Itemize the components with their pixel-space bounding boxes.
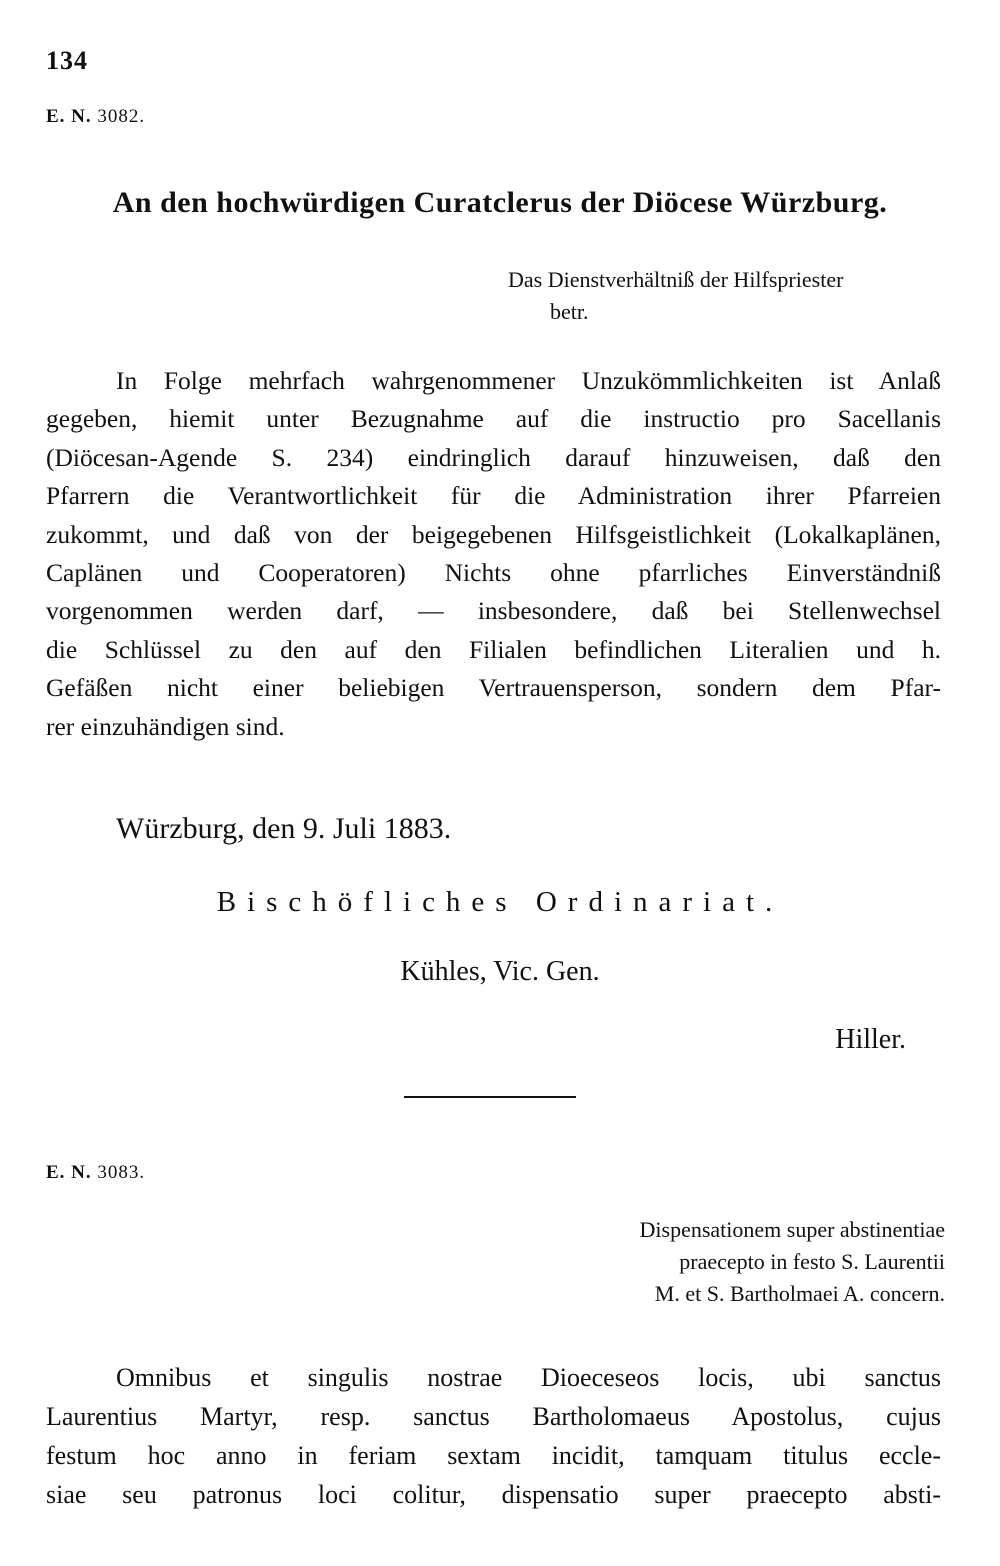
section-divider	[404, 1096, 576, 1098]
subject-line: Dispensationem super abstinentiae	[639, 1217, 945, 1242]
body-line: Caplänen und Cooperatoren) Nichts ohne pfarrliches Einverständniß	[46, 558, 941, 588]
page-number: 134	[46, 46, 88, 75]
body-line: (Diöcesan-Agende S. 234) eindringlich darauf hinzuweisen, daß den	[46, 442, 941, 472]
body-line: siae seu patronus loci colitur, dispensatio super praecepto absti-	[46, 1480, 941, 1509]
body-line: Gefäßen nicht einer beliebigen Vertrauensperson, sondern dem Pfar-	[46, 673, 941, 703]
signatory: Kühles, Vic. Gen.	[400, 956, 600, 987]
body-line: Laurentius Martyr, resp. sanctus Bartholomaeus Apostolus, cujus	[46, 1402, 941, 1431]
body-line: festum hoc anno in feriam sextam incidit, tamquam titulus eccle-	[46, 1441, 941, 1470]
decree-heading: An den hochwürdigen Curatclerus der Diöcese Würzburg.	[112, 186, 888, 219]
decree-subject	[500, 1214, 945, 1310]
body-line: vorgenommen werden darf, — insbesondere, daß bei Stellenwechsel	[46, 596, 941, 626]
decree-reference-number: 3082.	[97, 106, 146, 127]
body-line: gegeben, hiemit unter Bezugnahme auf die instructio pro Sacellanis	[46, 404, 941, 434]
subject-line: praecepto in festo S. Laurentii	[679, 1249, 945, 1274]
body-line: Omnibus et singulis nostrae Dioeceseos locis, ubi sanctus	[116, 1363, 941, 1392]
issuing-office: Bischöfliches Ordinariat.	[216, 886, 784, 918]
subject-line: M. et S. Bartholmaei A. concern.	[654, 1281, 945, 1306]
body-line: zukommt, und daß von der beigegebenen Hilfsgeistlichkeit (Lokalkaplänen,	[46, 519, 941, 549]
decree-body	[46, 1358, 941, 1514]
decree-subject	[500, 264, 953, 328]
decree-reference-label: E. N.	[46, 1162, 92, 1183]
clerk-signature: Hiller.	[835, 1024, 906, 1055]
body-line: die Schlüssel zu den auf den Filialen befindlichen Literalien und h.	[46, 634, 941, 664]
body-line: Pfarrern die Verantwortlichkeit für die Administration ihrer Pfarreien	[46, 481, 941, 511]
body-line: rer einzuhändigen sind.	[46, 711, 285, 741]
subject-line: Das Dienstverhältniß der Hilfspriester	[508, 267, 844, 292]
decree-body	[46, 362, 941, 746]
decree-reference	[46, 1162, 145, 1184]
date-line: Würzburg, den 9. Juli 1883.	[116, 812, 452, 845]
subject-line: betr.	[550, 299, 589, 324]
body-line: In Folge mehrfach wahrgenommener Unzukömmlichkeiten ist Anlaß	[116, 366, 941, 395]
decree-reference-label: E. N.	[46, 106, 92, 127]
decree-reference-number: 3083.	[97, 1162, 146, 1183]
decree-reference	[46, 106, 145, 128]
